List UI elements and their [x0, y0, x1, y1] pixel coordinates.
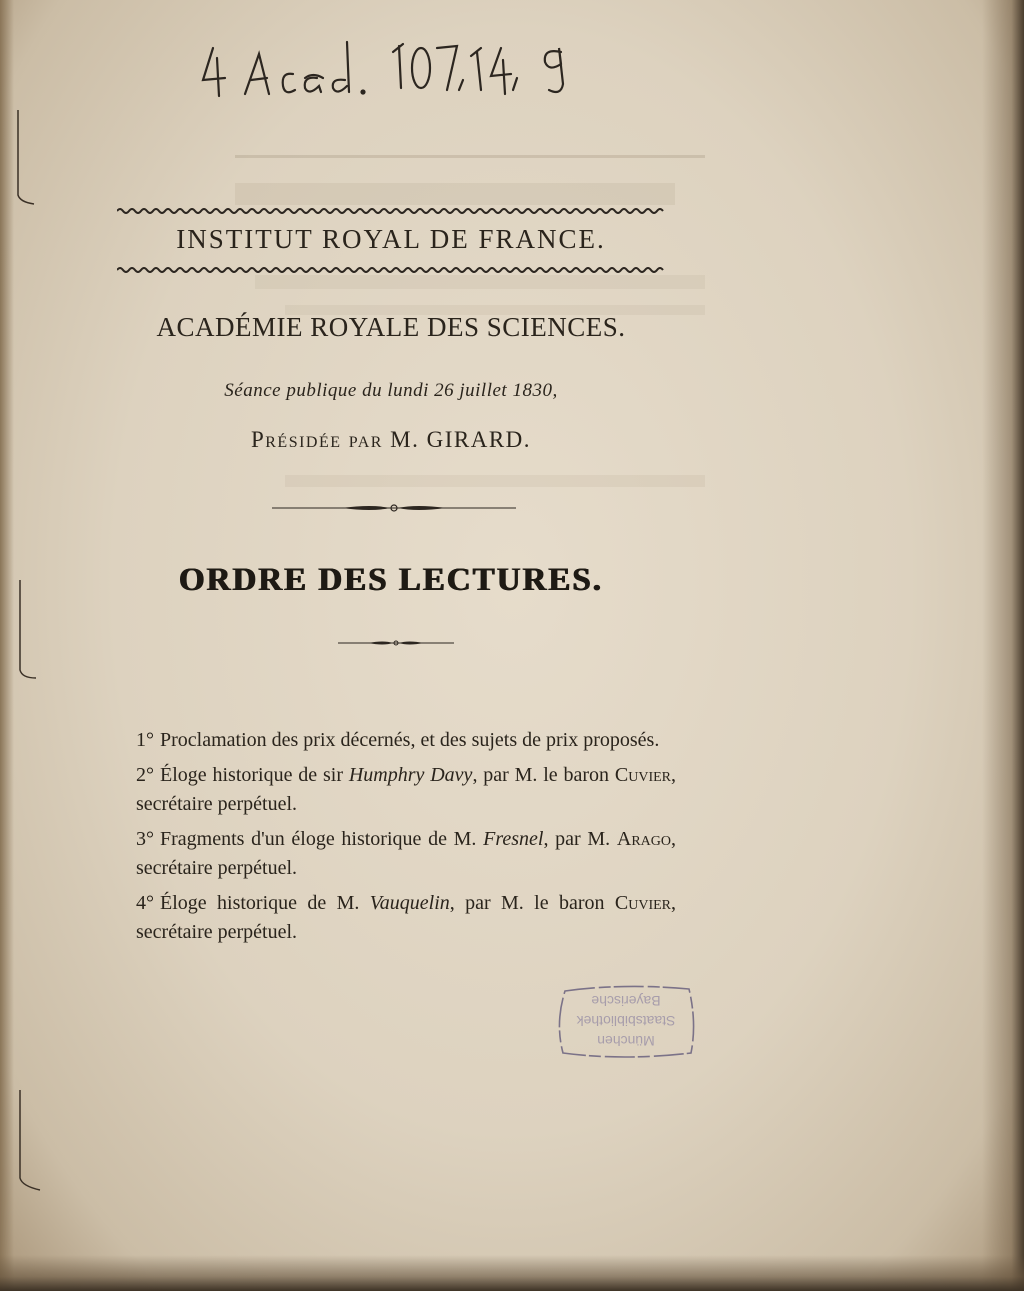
stamp-line: Staatsbibliothek: [576, 1013, 676, 1029]
document-title: ORDRE DES LECTURES.: [178, 562, 603, 598]
handwritten-shelfmark: [195, 18, 615, 98]
academie-heading: ACADÉMIE ROYALE DES SCIENCES.: [156, 312, 626, 342]
list-item: 3° Fragments d'un éloge historique de M. Fresnel, par M. Arago, secrétaire perpétuel.: [136, 828, 676, 879]
stamp-line: Bayerische: [591, 993, 661, 1009]
presidee-line: Présidée par M. GIRARD.: [250, 427, 532, 452]
page-edge-right: [982, 0, 1024, 1291]
seance-line: Séance publique du lundi 26 juillet 1830,: [224, 380, 558, 401]
lectures-list: [136, 726, 676, 953]
binding-mark: [0, 1080, 60, 1200]
wavy-rule-top: [117, 207, 665, 215]
library-stamp: [553, 983, 699, 1059]
stamp-line: München: [597, 1033, 655, 1049]
list-item: 4° Éloge historique de M. Vauquelin, par M. le baron Cuvier, secrétaire perpétuel.: [136, 892, 677, 943]
ornament-divider-top: [272, 500, 516, 516]
page-edge-bottom: [0, 1255, 1024, 1291]
institut-heading: INSTITUT ROYAL DE FRANCE.: [176, 224, 606, 254]
binding-mark: [0, 100, 60, 220]
wavy-rule-bottom: [117, 266, 665, 274]
list-item: 2° Éloge historique de sir Humphry Davy, par M. le baron Cuvier, secrétaire perpétuel.: [136, 764, 677, 815]
ornament-divider-small: [338, 637, 454, 649]
binding-mark: [0, 570, 60, 690]
list-item: 1° Proclamation des prix décernés, et des sujets de prix proposés.: [136, 729, 660, 751]
